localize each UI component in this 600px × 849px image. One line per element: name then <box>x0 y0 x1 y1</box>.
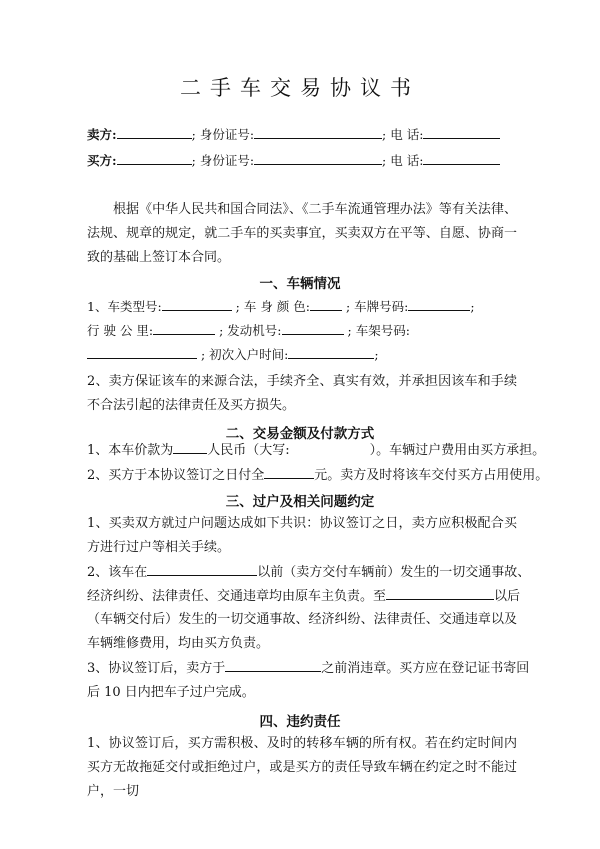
item2-prefix: 2、该车在 <box>87 565 148 580</box>
section-1-title: 一、车辆情况 <box>259 276 341 292</box>
registration-date-label: ; 初次入户时间: <box>200 347 289 362</box>
payment-line <box>87 465 549 487</box>
seller-id-label: 身份证号: <box>199 127 255 142</box>
buyer-phone-blank[interactable] <box>423 151 500 165</box>
section-4-title: 四、违约责任 <box>259 714 341 730</box>
item2-text-1: 以前（卖方交付车辆前）发生的一切交通事故、 <box>257 565 531 580</box>
engine-number-blank[interactable] <box>282 321 344 335</box>
violation-date-blank[interactable] <box>225 658 321 672</box>
payment-label: 2、买方于本协议签订之日付全 <box>87 468 265 483</box>
vehicle-row-2 <box>87 320 514 342</box>
section-3-item-3-line-2: 后 10 日内把车子过户完成。 <box>87 685 255 700</box>
item3-text: 之前消违章。买方应在登记证书寄回 <box>321 661 530 676</box>
vehicle-type-label: 1、车类型号: <box>87 299 162 314</box>
section-3-item-1: 1、买卖双方就过户问题达成如下共识：协议签订之日，卖方应积极配合买方进行过户等相关手续。 <box>87 516 517 555</box>
buyer-name-blank[interactable] <box>117 151 192 165</box>
row3-end: ; <box>374 347 379 362</box>
buyer-id-blank[interactable] <box>254 151 382 165</box>
transfer-fee-note: ）。车辆过户费用由买方承担。 <box>369 443 546 458</box>
mileage-blank[interactable] <box>153 321 215 335</box>
section-3-item-2-rest: （车辆交付后）发生的一切交通事故、经济纠纷、法律责任、交通违章以及车辆维修费用，均由买方负责。 <box>87 612 517 651</box>
item2-text-3: 以后 <box>494 589 521 604</box>
price-blank[interactable] <box>173 440 207 454</box>
seller-phone-blank[interactable] <box>423 125 500 139</box>
price-rmb-label: 人民币（大写: <box>207 443 290 458</box>
vehicle-row-3 <box>87 344 514 366</box>
seller-line: 卖方: ; 身份证号: ; 电 话: <box>87 124 514 146</box>
before-date-blank[interactable] <box>147 562 257 576</box>
buyer-phone-label: 电 话: <box>390 153 424 168</box>
row1-end: ; <box>470 299 475 314</box>
vehicle-row-1 <box>87 296 514 318</box>
item2-text-2: 经济纠纷、法律责任、交通违章均由原车主负责。至 <box>87 589 387 604</box>
price-label: 1、本车价款为 <box>87 443 174 458</box>
after-date-blank[interactable] <box>386 586 494 600</box>
seller-label: 卖方: <box>87 127 117 142</box>
buyer-id-label: 身份证号: <box>199 153 255 168</box>
page-title: 二手车交易协议书 <box>180 76 420 100</box>
vin-label: ; 车架号码: <box>347 323 410 338</box>
body-color-blank[interactable] <box>310 297 342 311</box>
vehicle-type-blank[interactable] <box>162 297 232 311</box>
engine-number-label: ; 发动机号: <box>219 323 282 338</box>
plate-number-label: ; 车牌号码: <box>345 299 409 314</box>
registration-date-blank[interactable] <box>288 345 374 359</box>
plate-number-blank[interactable] <box>408 297 470 311</box>
section-3-item-2-line-2 <box>87 586 521 608</box>
section-3-item-3-line-1 <box>87 658 530 680</box>
seller-id-blank[interactable] <box>254 125 382 139</box>
body-color-label: ; 车 身 颜 色: <box>235 299 310 314</box>
payment-blank[interactable] <box>264 465 314 479</box>
seller-phone-label: 电 话: <box>390 127 424 142</box>
mileage-label: 行 驶 公 里: <box>87 323 154 338</box>
item3-prefix: 3、协议签订后，卖方于 <box>87 661 226 676</box>
price-line <box>87 440 546 462</box>
intro-paragraph: 根据《中华人民共和国合同法》、《二手车流通管理办法》等有关法律、法规、规章的规定，就二手车的买卖事宜，买卖双方在平等、自愿、协商一致的基础上签订本合同。 <box>87 202 517 265</box>
buyer-label: 买方: <box>87 153 117 168</box>
section-3-item-2-line-1 <box>87 562 531 584</box>
section-4-item-1: 1、协议签订后，买方需积极、及时的转移车辆的所有权。若在约定时间内买方无故拖延交付或拒绝过户，或是买方的责任导致车辆在约定之时不能过户，一切 <box>87 736 517 799</box>
buyer-line: 买方: ; 身份证号: ; 电 话: <box>87 150 514 172</box>
section-1-item-2: 2、卖方保证该车的来源合法，手续齐全、真实有效，并承担因该车和手续不合法引起的法律责任及买方损失。 <box>87 374 517 413</box>
payment-note: 元。卖方及时将该车交付买方占用使用。 <box>314 468 549 483</box>
seller-name-blank[interactable] <box>117 125 192 139</box>
section-3-title: 三、过户及相关问题约定 <box>225 494 375 510</box>
section-2-title: 二、交易金额及付款方式 <box>225 426 375 442</box>
vin-blank[interactable] <box>87 345 197 359</box>
